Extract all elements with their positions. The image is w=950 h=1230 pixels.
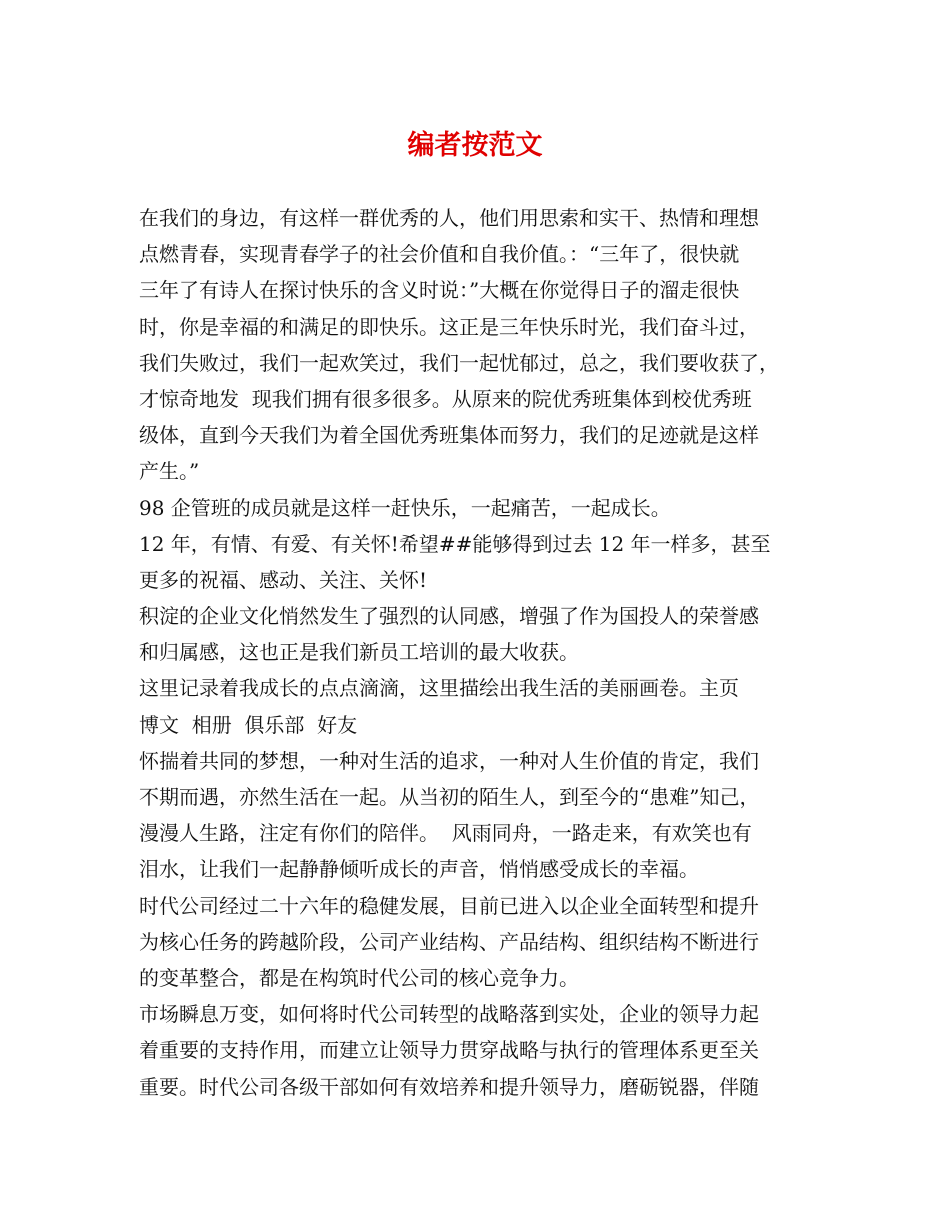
document-body <box>139 200 819 1105</box>
text-line: 漫漫人生路，注定有你们的陪伴。 风雨同舟，一路走来，有欢笑也有 <box>139 821 752 846</box>
text-line: 市场瞬息万变，如何将时代公司转型的战略落到实处，企业的领导力起 <box>139 1002 759 1027</box>
text-line: 点燃青春，实现青春学子的社会价值和自我价值。：“三年了，很快就 <box>139 242 740 267</box>
text-line: 积淀的企业文化悄然发生了强烈的认同感，增强了作为国投人的荣誉感 <box>139 604 759 629</box>
text-line: 98 企管班的成员就是这样一赶快乐，一起痛苦，一起成长。 <box>139 495 671 520</box>
text-line: 我们失败过，我们一起欢笑过，我们一起忧郁过，总之，我们要收获了， <box>139 350 779 375</box>
text-line: 在我们的身边，有这样一群优秀的人，他们用思索和实干、热情和理想 <box>139 206 759 230</box>
text-line: 产生。” <box>139 459 200 484</box>
text-line: 才惊奇地发 现我们拥有很多很多。从原来的院优秀班集体到校优秀班 <box>139 386 752 411</box>
text-line: 为核心任务的跨越阶段，公司产业结构、产品结构、组织结构不断进行 <box>139 929 759 954</box>
text-line: 的变革整合，都是在构筑时代公司的核心竞争力。 <box>139 965 579 990</box>
text-line: 泪水，让我们一起静静倾听成长的声音，悄悄感受成长的幸福。 <box>139 857 699 882</box>
text-line: 12 年，有情、有爱、有关怀!希望##能够得到过去 12 年一样多，甚至 <box>139 531 771 556</box>
text-line: 更多的祝福、感动、关注、关怀! <box>139 567 428 592</box>
text-line: 时，你是幸福的和满足的即快乐。这正是三年快乐时光，我们奋斗过， <box>139 314 759 339</box>
text-line: 博文 相册 俱乐部 好友 <box>139 712 358 737</box>
text-line: 怀揣着共同的梦想，一种对生活的追求，一种对人生价值的肯定，我们 <box>139 748 759 773</box>
text-line: 和归属感，这也正是我们新员工培训的最大收获。 <box>139 640 579 665</box>
text-line: 这里记录着我成长的点点滴滴，这里描绘出我生活的美丽画卷。主页 <box>139 676 739 701</box>
text-line: 着重要的支持作用，而建立让领导力贯穿战略与执行的管理体系更至关 <box>139 1038 759 1063</box>
text-line: 时代公司经过二十六年的稳健发展，目前已进入以企业全面转型和提升 <box>139 893 759 918</box>
text-line: 级体，直到今天我们为着全国优秀班集体而努力，我们的足迹就是这样 <box>139 423 759 448</box>
text-line: 三年了有诗人在探讨快乐的含义时说：”大概在你觉得日子的溜走很快 <box>139 278 740 303</box>
text-line: 重要。时代公司各级干部如何有效培养和提升领导力，磨砺锐器，伴随 <box>139 1074 759 1099</box>
text-line: 不期而遇，亦然生活在一起。从当初的陌生人，到至今的“患难”知己， <box>139 785 760 809</box>
document-title: 编者按范文 <box>407 130 543 161</box>
